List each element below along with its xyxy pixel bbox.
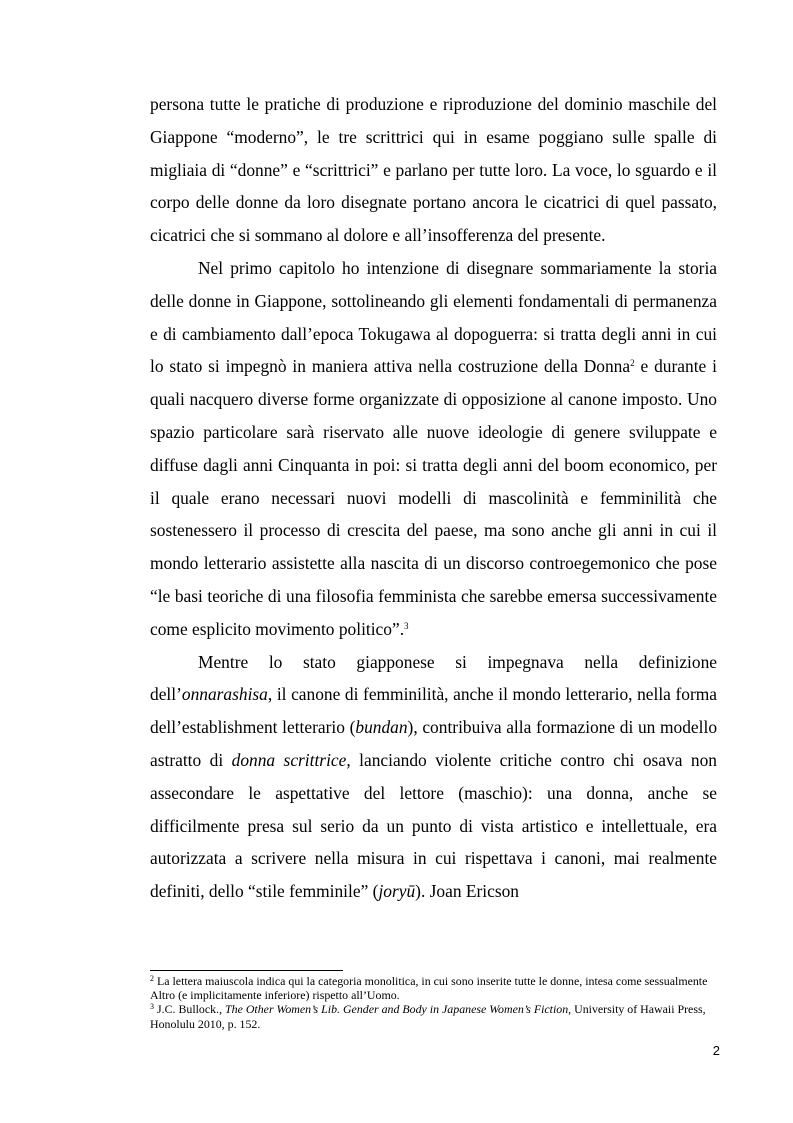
paragraph-3 (150, 646, 717, 908)
footnote-3-text-a: J.C. Bullock., (154, 1002, 226, 1017)
footnote-2-text: La lettera maiuscola indica qui la categoria monolitica, in cui sono inserite tutte le donne, intesa come sessualmente Altro (e implicitamente inferiore) rispetto all’Uomo. (150, 974, 708, 1003)
paragraph-3-text-4: , lanciando violente critiche contro chi osava non assecondare le aspettative del lettore (maschio): una donna, anche se difficilmente presa sul serio da un punto di vista artistico e intellettuale, era autorizzata a scrivere nella misura in cui rispettava i canoni, mai realmente definiti, dello “stile femminile” ( (150, 749, 717, 902)
page-number: 2 (712, 1043, 720, 1058)
footnote-3-text-b: , University of Hawaii Press, Honolulu 2010, p. 152. (150, 1002, 706, 1031)
term-onnarashisa: onnarashisa (181, 684, 268, 705)
paragraph-2 (150, 252, 717, 646)
footnote-2-number: 2 (150, 974, 154, 983)
footnote-3 (150, 1002, 717, 1030)
term-donna-scrittrice: donna scrittrice (231, 749, 347, 770)
paragraph-3-text-5: ). Joan Ericson (415, 881, 519, 902)
footnote-separator (150, 970, 343, 971)
footnote-3-number: 3 (150, 1002, 154, 1012)
footnotes (150, 974, 717, 1031)
paragraph-1-text: persona tutte le pratiche di produzione e riproduzione del dominio maschile del Giappone “moderno”, le tre scrittrici qui in esame poggiano sulle spalle di migliaia di “donne” e “scrittrici” e parlano per tutte loro. La voce, lo sguardo e il corpo delle donne da loro disegnate portano ancora le cicatrici di quel passato, cicatrici che si sommano al dolore e all’insofferenza del presente. (150, 94, 717, 246)
footnote-ref-3: 3 (404, 620, 409, 631)
paragraph-3-text-2: , il canone di femminilità, anche il mondo letterario, nella forma dell’establishment letterario ( (150, 684, 717, 738)
paragraph-2-text-a: Nel primo capitolo ho intenzione di disegnare sommariamente la storia delle donne in Giappone, sottolineando gli elementi fondamentali di permanenza e di cambiamento dall’epoca Tokugawa al dopoguerra: si tratta degli anni in cui lo stato si impegnò in maniera attiva nella costruzione della Donna (150, 257, 717, 377)
term-joryu: joryū (378, 881, 416, 902)
paragraph-3-text-3: ), contribuiva alla formazione di un modello astratto di (150, 717, 718, 770)
footnote-ref-2: 2 (630, 358, 635, 369)
body-text (150, 88, 717, 908)
paragraph-3-text-1: Mentre lo stato giapponese si impegnava nella definizione dell’ (150, 651, 717, 705)
paragraph-1 (150, 88, 717, 252)
footnote-3-book-title: The Other Women’s Lib. Gender and Body in Japanese Women’s Fiction (225, 1002, 569, 1017)
term-bundan: bundan (355, 717, 408, 738)
footnote-2 (150, 974, 717, 1002)
paragraph-2-text-b: e durante i quali nacquero diverse forme organizzate di opposizione al canone imposto. Uno spazio particolare sarà riservato alle nuove ideologie di genere sviluppate e diffuse dagli anni Cinquanta in poi: si tratta degli anni del boom economico, per il quale erano necessari nuovi modelli di mascolinità e femminilità che sostenessero il processo di crescita del paese, ma sono anche gli anni in cui il mondo letterario assistette alla nascita di un discorso controegemonico che pose “le basi teoriche di una filosofia femminista che sarebbe emersa successivamente come esplicito movimento politico”. (150, 356, 717, 639)
